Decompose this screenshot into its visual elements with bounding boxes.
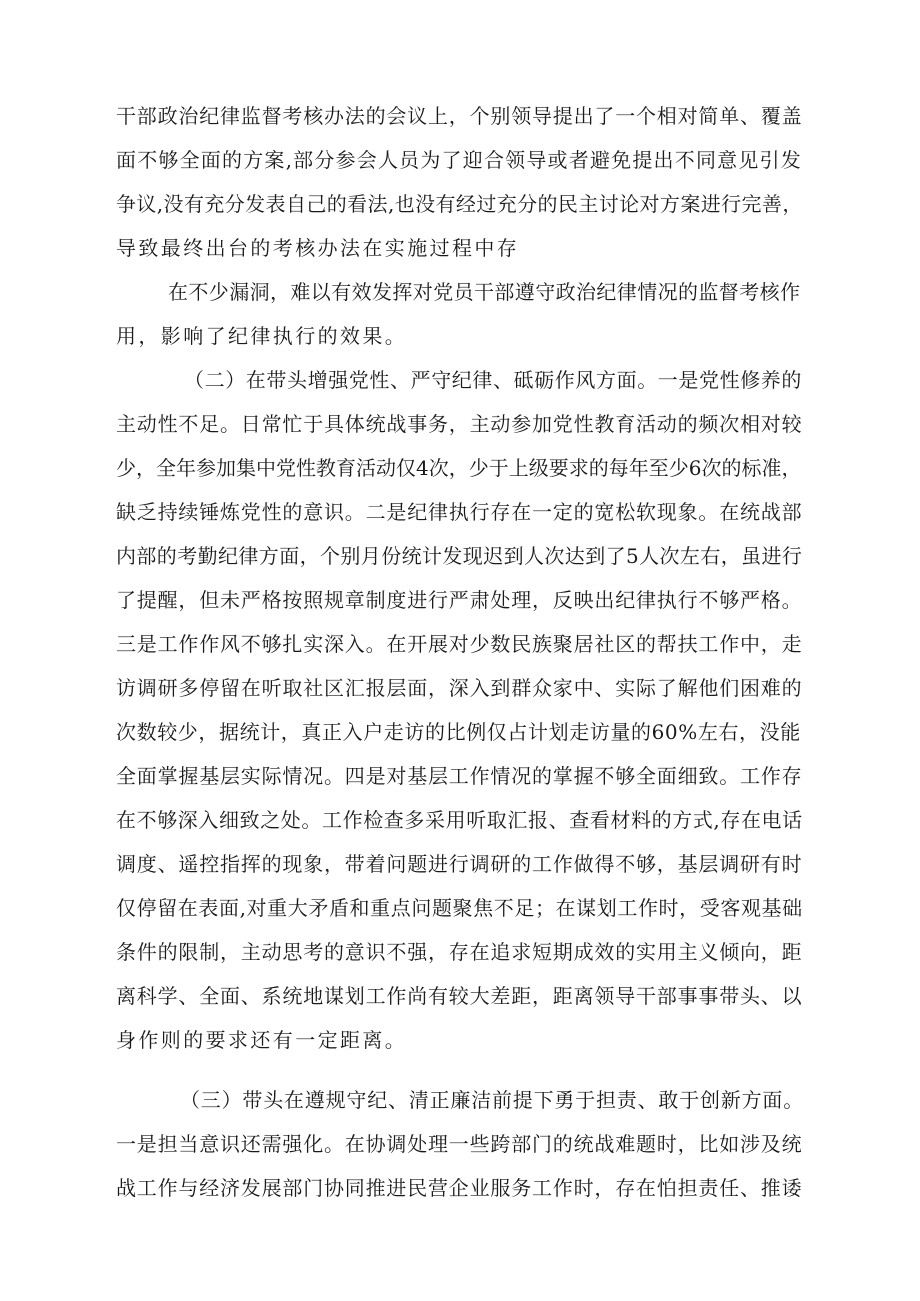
p3-line-16: 身作则的要求还有一定距离。 [116,1028,408,1052]
p2-line-1: 在不少漏洞，难以有效发挥对党员干部遵守政治纪律情况的监督考核作 [168,280,801,304]
p1-line-4: 导致最终出台的考核办法在实施过程中存 [116,236,520,260]
p4-line-3: 战工作与经济发展部门协同推进民营企业服务工作时，存在怕担责任、推诿 [116,1176,803,1200]
p3-line-10: 全面掌握基层实际情况。四是对基层工作情况的掌握不够全面细致。工作存 [116,764,803,788]
p4-line-1: （三）带头在遵规守纪、清正廉洁前提下勇于担责、敢于创新方面。 [180,1088,804,1112]
p3-line-12: 调度、遥控指挥的现象，带着问题进行调研的工作做得不够，基层调研有时 [116,852,803,876]
p3-line-4: 缺乏持续锤炼党性的意识。二是纪律执行存在一定的宽松软现象。在统战部 [116,500,803,524]
p1-line-1: 干部政治纪律监督考核办法的会议上，个别领导提出了一个相对简单、覆盖 [116,104,803,128]
p3-line-1: （二）在带头增强党性、严守纪律、砥砺作风方面。一是党性修养的 [184,368,802,392]
p3-line-3: 少，全年参加集中党性教育活动仅4次，少于上级要求的每年至少6次的标准， [116,456,802,480]
p1-line-2: 面不够全面的方案,部分参会人员为了迎合领导或者避免提出不同意见引发 [116,148,802,172]
p3-line-13: 仅停留在表面,对重大矛盾和重点问题聚焦不足；在谋划工作时，受客观基础 [116,896,803,920]
p3-line-14: 条件的限制，主动思考的意识不强，存在追求短期成效的实用主义倾向，距 [116,940,803,964]
p3-line-15: 离科学、全面、系统地谋划工作尚有较大差距，距离领导干部事事带头、以 [116,984,803,1008]
p3-line-6: 了提醒，但未严格按照规章制度进行严肃处理，反映出纪律执行不够严格。 [116,588,803,612]
p1-line-3: 争议,没有充分发表自己的看法,也没有经过充分的民主讨论对方案进行完善， [116,192,803,216]
p3-line-2: 主动性不足。日常忙于具体统战事务，主动参加党性教育活动的频次相对较 [116,412,803,436]
p3-line-5: 内部的考勤纪律方面，个别月份统计发现迟到人次达到了5人次左右，虽进行 [116,544,803,568]
p3-line-8: 访调研多停留在听取社区汇报层面，深入到群众家中、实际了解他们困难的 [116,676,803,700]
p4-line-2: 一是担当意识还需强化。在协调处理一些跨部门的统战难题时，比如涉及统 [116,1132,803,1156]
p2-line-2: 用，影响了纪律执行的效果。 [116,324,408,348]
p3-line-9: 次数较少，据统计，真正入户走访的比例仅占计划走访量的60%左右，没能 [116,720,801,744]
p3-line-7: 三是工作作风不够扎实深入。在开展对少数民族聚居社区的帮扶工作中，走 [116,632,803,656]
p3-line-11: 在不够深入细致之处。工作检查多采用听取汇报、查看材料的方式,存在电话 [116,808,803,832]
